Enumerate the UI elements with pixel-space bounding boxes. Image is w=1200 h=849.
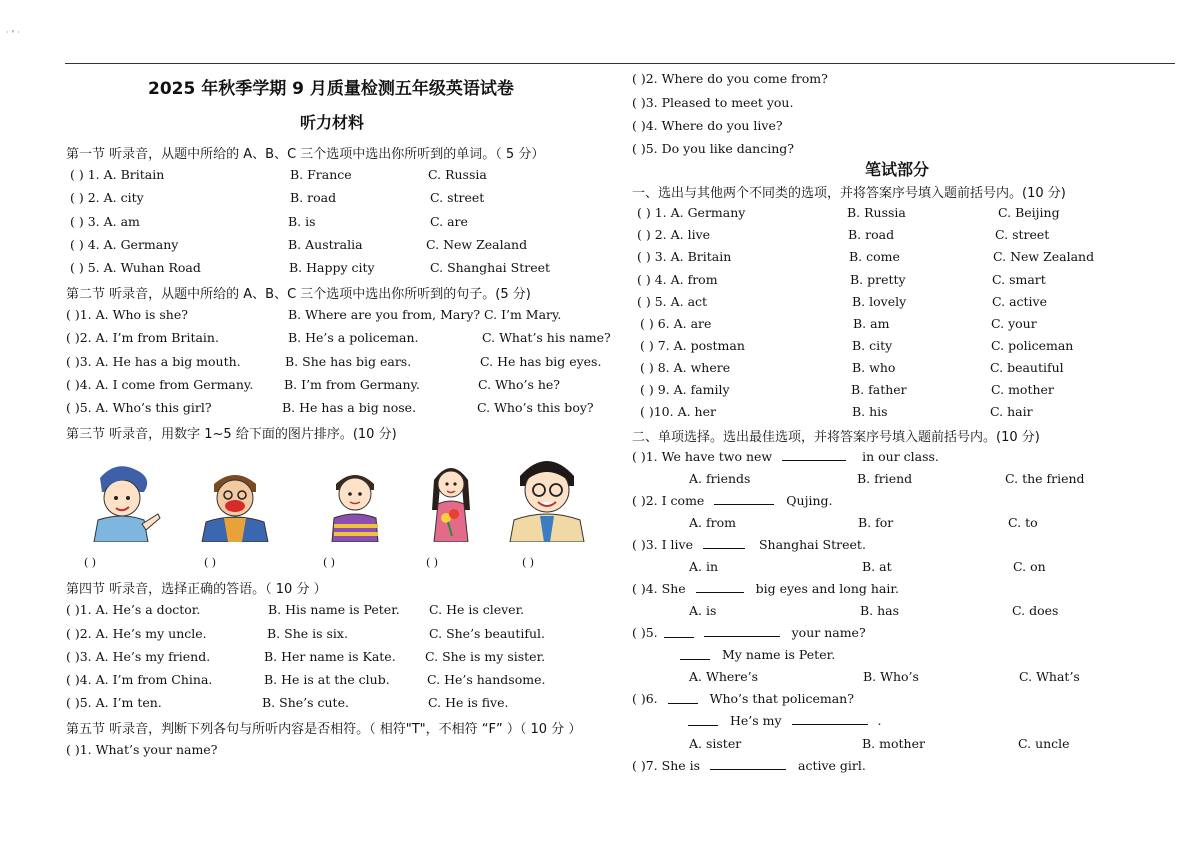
part1-q7: ( ) 7. A. postman	[640, 338, 745, 353]
part2-q5-stem: ( )5.	[632, 625, 658, 640]
sec5-q1: ( )1. What’s your name?	[66, 742, 218, 757]
dialogue-dash	[680, 651, 710, 660]
part1-q9: ( ) 9. A. family	[640, 382, 730, 397]
part2-q1-a: A. friends	[689, 471, 751, 486]
sec1-q5: ( ) 5. A. Wuhan Road	[70, 260, 201, 275]
girl-flowers-picture	[426, 456, 476, 542]
sec4-q1: ( )1. A. He’s a doctor.	[66, 602, 201, 617]
part2-q1-stem: ( )1. We have two new	[632, 449, 773, 464]
sec4-q2: ( )2. A. He’s my uncle.	[66, 626, 207, 641]
sec4-q5-b: B. She’s cute.	[262, 695, 349, 710]
part2-q6	[632, 691, 854, 706]
part1-q6-b: B. am	[853, 316, 890, 331]
sec4-q4-b: B. He is at the club.	[264, 672, 390, 687]
part2-q5-b: B. Who’s	[863, 669, 919, 684]
part2-q6-stem: ( )6.	[632, 691, 658, 706]
sec5-q2: ( )2. Where do you come from?	[632, 71, 828, 86]
answer-blank[interactable]	[782, 449, 846, 461]
sec2-q2: ( )2. A. I’m from Britain.	[66, 330, 219, 345]
part2-q2-a: A. from	[689, 515, 736, 530]
part1-q8-c: C. beautiful	[990, 360, 1064, 375]
sec4-q1-c: C. He is clever.	[429, 602, 525, 617]
part1-q3-b: B. come	[849, 249, 900, 264]
part2-q4-c: C. does	[1012, 603, 1059, 618]
part2-q2-b: B. for	[858, 515, 894, 530]
sec1-q4-c: C. New Zealand	[426, 237, 528, 252]
sec1-q1-c: C. Russia	[428, 167, 487, 182]
sec2-q1-c: C. I’m Mary.	[484, 307, 562, 322]
sec5-heading: 第五节 听录音，判断下列各句与所听内容是否相符。（ 相符"T"，不相符 “F” ）（ 10 分 ）	[66, 722, 582, 737]
part2-q2-c: C. to	[1008, 515, 1038, 530]
sec1-q5-b: B. Happy city	[289, 260, 375, 275]
part2-q3-b: B. at	[862, 559, 892, 574]
part2-q5-reply	[680, 647, 835, 662]
part1-q4: ( ) 4. A. from	[637, 272, 718, 287]
sec1-q1: ( ) 1. A. Britain	[70, 167, 165, 182]
sec2-q3-b: B. She has big ears.	[285, 354, 412, 369]
part2-q4-b: B. has	[860, 603, 900, 618]
part1-q6-c: C. your	[991, 316, 1037, 331]
sec1-q2-c: C. street	[430, 190, 485, 205]
sec2-q2-c: C. What’s his name?	[482, 330, 611, 345]
sec2-q4-b: B. I’m from Germany.	[284, 377, 420, 392]
sec4-heading: 第四节 听录音，选择正确的答语。（ 10 分 ）	[66, 582, 327, 597]
exam-title: 2025 年秋季学期 9 月质量检测五年级英语试卷	[148, 79, 514, 99]
sec3-heading: 第三节 听录音，用数字 1~5 给下面的图片排序。(10 分)	[66, 427, 397, 442]
part2-q6-c: C. uncle	[1018, 736, 1070, 751]
part2-q7	[632, 758, 866, 773]
sec4-q3: ( )3. A. He’s my friend.	[66, 649, 211, 664]
part1-q10: ( )10. A. her	[640, 404, 716, 419]
sec4-q1-b: B. His name is Peter.	[268, 602, 400, 617]
picture-order-bracket: ( )	[323, 556, 336, 569]
sec1-q2: ( ) 2. A. city	[70, 190, 144, 205]
part1-q9-c: C. mother	[991, 382, 1054, 397]
part2-q3-stem: ( )3. I live	[632, 537, 693, 552]
answer-blank[interactable]	[792, 713, 868, 725]
sec1-q3-b: B. is	[288, 214, 316, 229]
part2-q6-end: .	[877, 713, 882, 728]
sec2-q3-c: C. He has big eyes.	[480, 354, 602, 369]
part2-q3-tail: Shanghai Street.	[758, 537, 866, 552]
picture-order-bracket: ( )	[522, 556, 535, 569]
part1-q8-b: B. who	[852, 360, 896, 375]
part2-q2-tail: Qujing.	[786, 493, 833, 508]
part2-q4	[632, 581, 899, 596]
part1-q7-c: C. policeman	[991, 338, 1074, 353]
part2-q3-a: A. in	[689, 559, 719, 574]
sec1-q3: ( ) 3. A. am	[70, 214, 140, 229]
boy-pointing-picture	[82, 458, 162, 542]
sec4-q4-c: C. He’s handsome.	[427, 672, 546, 687]
sec2-q2-b: B. He’s a policeman.	[288, 330, 419, 345]
sec4-q3-b: B. Her name is Kate.	[264, 649, 396, 664]
part2-q3-c: C. on	[1013, 559, 1046, 574]
sec2-q5: ( )5. A. Who’s this girl?	[66, 400, 212, 415]
dialogue-dash	[668, 695, 698, 704]
sec4-q2-c: C. She’s beautiful.	[429, 626, 546, 641]
part1-q9-b: B. father	[851, 382, 907, 397]
part2-q4-tail: big eyes and long hair.	[755, 581, 899, 596]
part2-q6-line1: Who’s that policeman?	[709, 691, 854, 706]
picture-order-bracket: ( )	[84, 556, 97, 569]
part1-q2-b: B. road	[848, 227, 895, 242]
sec1-q2-b: B. road	[290, 190, 337, 205]
part1-q3-c: C. New Zealand	[993, 249, 1095, 264]
sec1-q1-b: B. France	[290, 167, 352, 182]
part1-heading: 一、选出与其他两个不同类的选项，并将答案序号填入题前括号内。(10 分)	[632, 186, 1066, 201]
part2-q1-b: B. friend	[857, 471, 913, 486]
sec2-q3: ( )3. A. He has a big mouth.	[66, 354, 241, 369]
part1-q1-b: B. Russia	[847, 205, 906, 220]
sec4-q2-b: B. She is six.	[267, 626, 348, 641]
part2-q5	[632, 625, 866, 640]
sec2-q1-b: B. Where are you from, Mary?	[288, 307, 481, 322]
part1-q10-b: B. his	[852, 404, 888, 419]
sec2-q4-c: C. Who’s he?	[478, 377, 561, 392]
part2-q6-a: A. sister	[689, 736, 742, 751]
part2-q2-stem: ( )2. I come	[632, 493, 705, 508]
sec5-q3: ( )3. Pleased to meet you.	[632, 95, 794, 110]
part2-q1-tail: in our class.	[862, 449, 939, 464]
part1-q1-c: C. Beijing	[998, 205, 1060, 220]
part2-heading: 二、单项选择。选出最佳选项，并将答案序号填入题前括号内。(10 分)	[632, 430, 1040, 445]
part1-q4-c: C. smart	[992, 272, 1046, 287]
sec1-q4: ( ) 4. A. Germany	[70, 237, 179, 252]
part1-q3: ( ) 3. A. Britain	[637, 249, 732, 264]
part2-q5-a: A. Where’s	[689, 669, 759, 684]
part2-q4-a: A. is	[689, 603, 717, 618]
sec2-heading: 第二节 听录音，从题中所给的 A、B、C 三个选项中选出你所听到的句子。(5 分)	[66, 287, 531, 302]
written-title: 笔试部分	[865, 160, 930, 179]
dialogue-dash	[664, 629, 694, 638]
sec5-q4: ( )4. Where do you live?	[632, 118, 783, 133]
part2-q4-stem: ( )4. She	[632, 581, 686, 596]
part1-q5-b: B. lovely	[852, 294, 907, 309]
part2-q5-tail: your name?	[791, 625, 866, 640]
answer-blank[interactable]	[704, 625, 780, 637]
part1-q1: ( ) 1. A. Germany	[637, 205, 746, 220]
part1-q6: ( ) 6. A. are	[640, 316, 712, 331]
sec4-q5: ( )5. A. I’m ten.	[66, 695, 162, 710]
sec1-heading: 第一节 听录音，从题中所给的 A、B、C 三个选项中选出你所听到的单词。（ 5 分）	[66, 147, 545, 162]
sec1-q3-c: C. are	[430, 214, 468, 229]
part2-q3	[632, 537, 866, 552]
part1-q4-b: B. pretty	[850, 272, 906, 287]
dialogue-dash	[688, 717, 718, 726]
part2-q1	[632, 449, 939, 464]
corner-mark: · ˣ ·	[6, 28, 20, 37]
sec2-q5-c: C. Who’s this boy?	[477, 400, 594, 415]
part2-q6-reply-text: He’s my	[729, 713, 782, 728]
sec4-q4: ( )4. A. I’m from China.	[66, 672, 213, 687]
part2-q7-tail: active girl.	[798, 758, 866, 773]
part2-q2	[632, 493, 833, 508]
part1-q7-b: B. city	[852, 338, 893, 353]
sec4-q3-c: C. She is my sister.	[425, 649, 546, 664]
sec2-q4: ( )4. A. I come from Germany.	[66, 377, 254, 392]
part1-q5: ( ) 5. A. act	[637, 294, 708, 309]
top-rule	[65, 63, 1175, 64]
answer-blank[interactable]	[714, 493, 774, 505]
man-red-mask-picture	[198, 462, 272, 542]
part1-q10-c: C. hair	[990, 404, 1033, 419]
part2-q5-reply-text: My name is Peter.	[721, 647, 836, 662]
part2-q5-c: C. What’s	[1019, 669, 1080, 684]
man-glasses-picture	[506, 446, 588, 542]
sec1-q5-c: C. Shanghai Street	[430, 260, 551, 275]
listening-title: 听力材料	[300, 113, 365, 132]
picture-order-bracket: ( )	[204, 556, 217, 569]
sec2-q1: ( )1. A. Who is she?	[66, 307, 188, 322]
sec4-q5-c: C. He is five.	[428, 695, 509, 710]
picture-order-bracket: ( )	[426, 556, 439, 569]
part2-q1-c: C. the friend	[1005, 471, 1085, 486]
sec1-q4-b: B. Australia	[288, 237, 363, 252]
sec5-q5: ( )5. Do you like dancing?	[632, 141, 794, 156]
part1-q2-c: C. street	[995, 227, 1050, 242]
part1-q2: ( ) 2. A. live	[637, 227, 711, 242]
boy-striped-shirt-picture	[326, 462, 384, 542]
part2-q7-stem: ( )7. She is	[632, 758, 701, 773]
part1-q8: ( ) 8. A. where	[640, 360, 731, 375]
part2-q6-b: B. mother	[862, 736, 925, 751]
answer-blank[interactable]	[696, 581, 744, 593]
part1-q5-c: C. active	[992, 294, 1047, 309]
sec2-q5-b: B. He has a big nose.	[282, 400, 417, 415]
answer-blank[interactable]	[710, 758, 786, 770]
answer-blank[interactable]	[703, 537, 745, 549]
part2-q6-reply	[688, 713, 882, 728]
